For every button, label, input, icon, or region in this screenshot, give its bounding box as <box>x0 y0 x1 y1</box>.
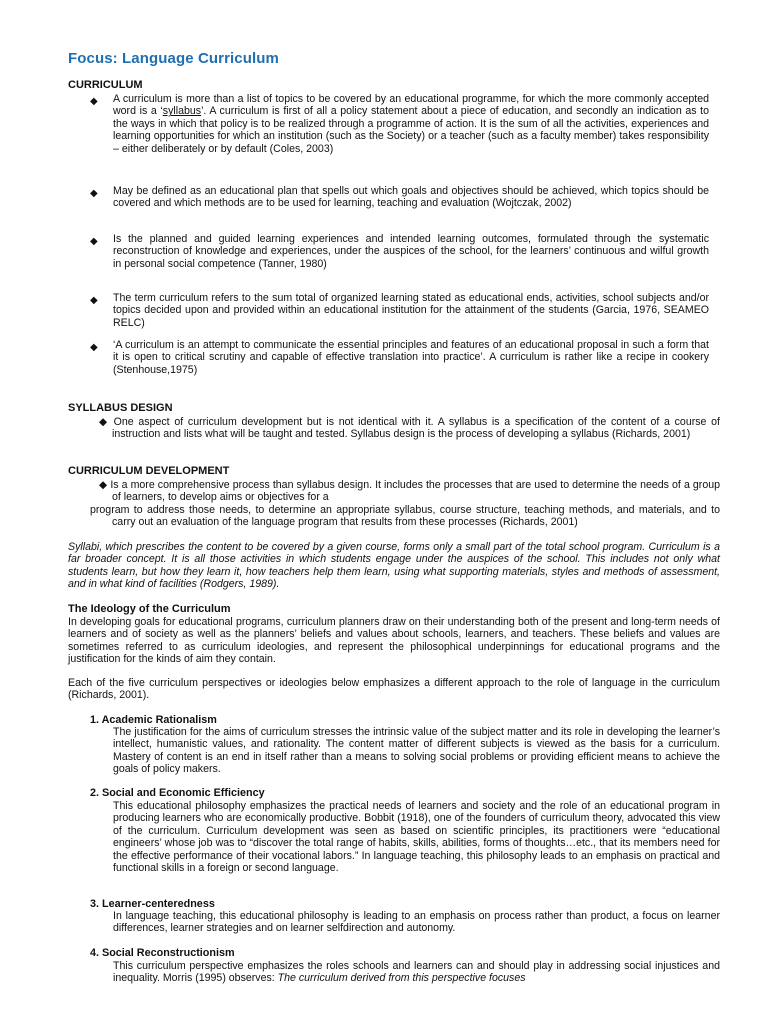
curriculum-development-text-1: ◆ Is a more comprehensive process than syllabus design. It includes the processes that are used to determine the needs of a group of learners, to develop aims or objectives for a <box>99 479 720 504</box>
perspective-heading: 4. Social Reconstructionism <box>90 947 235 959</box>
curriculum-development-italic: Syllabi, which prescribes the content to be covered by a given course, forms only a small part of the total school program. Curriculum is a far broader concept. It is all those activities in which students engage under the auspices of the school. This includes not only what students learn, but how they learn it, how teachers help them learn, using what supporting materials, styles and methods of assessment, and in what kind of facilities (Rodgers, 1989). <box>68 541 720 591</box>
syllabus-design-text: ◆ One aspect of curriculum development but is not identical with it. A syllabus is a specification of the content of a course of instruction and lists what will be taught and tested. Syllabus design is the process of developing a syllabus (Richards, 2001) <box>99 416 720 441</box>
curriculum-item-1: A curriculum is more than a list of topics to be covered by an educational programme, for which the more commonly accepted word is a ‘syllabus’. A curriculum is first of all a policy statement about a piece of education, and secondly an indication as to the ways in which that policy is to be realized through a programme of action. It is the sum of all the activities, experiences and learning opportunities for which an institution (such as the Society) or a teacher (such as a faculty member) takes responsibility – either deliberately or by default (Coles, 2003) <box>113 93 710 155</box>
bullet-icon: ◆ <box>90 342 98 353</box>
page-title: Focus: Language Curriculum <box>68 50 279 67</box>
syllabus-term: syllabus <box>162 105 202 118</box>
curriculum-item-2: May be defined as an educational plan that spells out which goals and objectives should be achieved, which topics should be covered and which methods are to be used for learning, teaching and evaluation (Wojtczak, 2002) <box>113 185 709 210</box>
bullet-icon: ◆ <box>90 295 98 306</box>
curriculum-development-heading: CURRICULUM DEVELOPMENT <box>68 465 230 477</box>
ideology-heading: The Ideology of the Curriculum <box>68 603 231 615</box>
curriculum-item-3: Is the planned and guided learning experiences and intended learning outcomes, formulated through the systematic reconstruction of knowledge and experiences, under the auspices of the school, for the learners’ continuous and wilful growth in personal social competence (Tanner, 1980) <box>113 233 709 270</box>
curriculum-item-5: ‘A curriculum is an attempt to communicate the essential principles and features of an educational proposal in such a form that it is open to critical scrutiny and capable of effective translation into practice’. A curriculum is rather like a recipe in cookery (Stenhouse,1975) <box>113 339 709 376</box>
curriculum-heading: CURRICULUM <box>68 79 143 91</box>
perspective-text: This curriculum perspective emphasizes the roles schools and learners can and should play in addressing social injustices and inequality. Morris (1995) observes: The curriculum derived from this perspective focuses <box>113 960 720 985</box>
perspective-heading: 2. Social and Economic Efficiency <box>90 787 265 799</box>
perspective-heading: 3. Learner-centeredness <box>90 898 215 910</box>
syllabus-design-heading: SYLLABUS DESIGN <box>68 402 173 414</box>
curriculum-item-4: The term curriculum refers to the sum total of organized learning stated as educational ends, activities, school subjects and/or topics decided upon and provided within an educational institution for the attainment of the students (Garcia, 1976, SEAMEO RELC) <box>113 292 709 329</box>
ideology-paragraph-2: Each of the five curriculum perspectives or ideologies below emphasizes a different approach to the role of language in the curriculum (Richards, 2001). <box>68 677 720 702</box>
bullet-icon: ◆ <box>90 236 98 247</box>
ideology-paragraph-1: In developing goals for educational programs, curriculum planners draw on their understanding both of the present and long-term needs of learners and of society as well as the planners’ beliefs and values about schools, learners, and teachers. These beliefs and values are sometimes referred to as curriculum ideologies, and represent the philosophical underpinnings for educational programs and the justification for the kinds of aim they contain. <box>68 616 720 666</box>
perspective-text: In language teaching, this educational philosophy is leading to an emphasis on process rather than product, a focus on learner differences, learner strategies and on learner selfdirection and autonomy. <box>113 910 720 935</box>
perspective-heading: 1. Academic Rationalism <box>90 714 217 726</box>
perspective-text: This educational philosophy emphasizes the practical needs of learners and society and the role of an educational program in producing learners who are economically productive. Bobbit (1918), one of the founders of curriculum theory, advocated this view of the curriculum. Curriculum development was seen as based on scientific principles, its practitioners were “educational engineers’ whose job was to “discover the total range of habits, skills, abilities, forms of thoughts…etc., that its members need for the effective performance of their vocational labors.” In language teaching, this philosophy leads to an emphasis on practical and functional skills in a foreign or second language. <box>113 800 720 875</box>
perspective-text: The justification for the aims of curriculum stresses the intrinsic value of the subject matter and its role in developing the learner’s intellect, humanistic values, and rationality. The content matter of different subjects is viewed as the basis for a curriculum. Mastery of content is an end in itself rather than a means to solving social problems or providing efficient means to achieve the goals of policy makers. <box>113 726 720 776</box>
bullet-icon: ◆ <box>90 188 98 199</box>
bullet-icon: ◆ <box>90 96 98 107</box>
curriculum-development-text-2: program to address those needs, to determine an appropriate syllabus, course structure, teaching methods, and materials, and to carry out an evaluation of the language program that results from these processes (Richards, 2001) <box>90 504 720 529</box>
